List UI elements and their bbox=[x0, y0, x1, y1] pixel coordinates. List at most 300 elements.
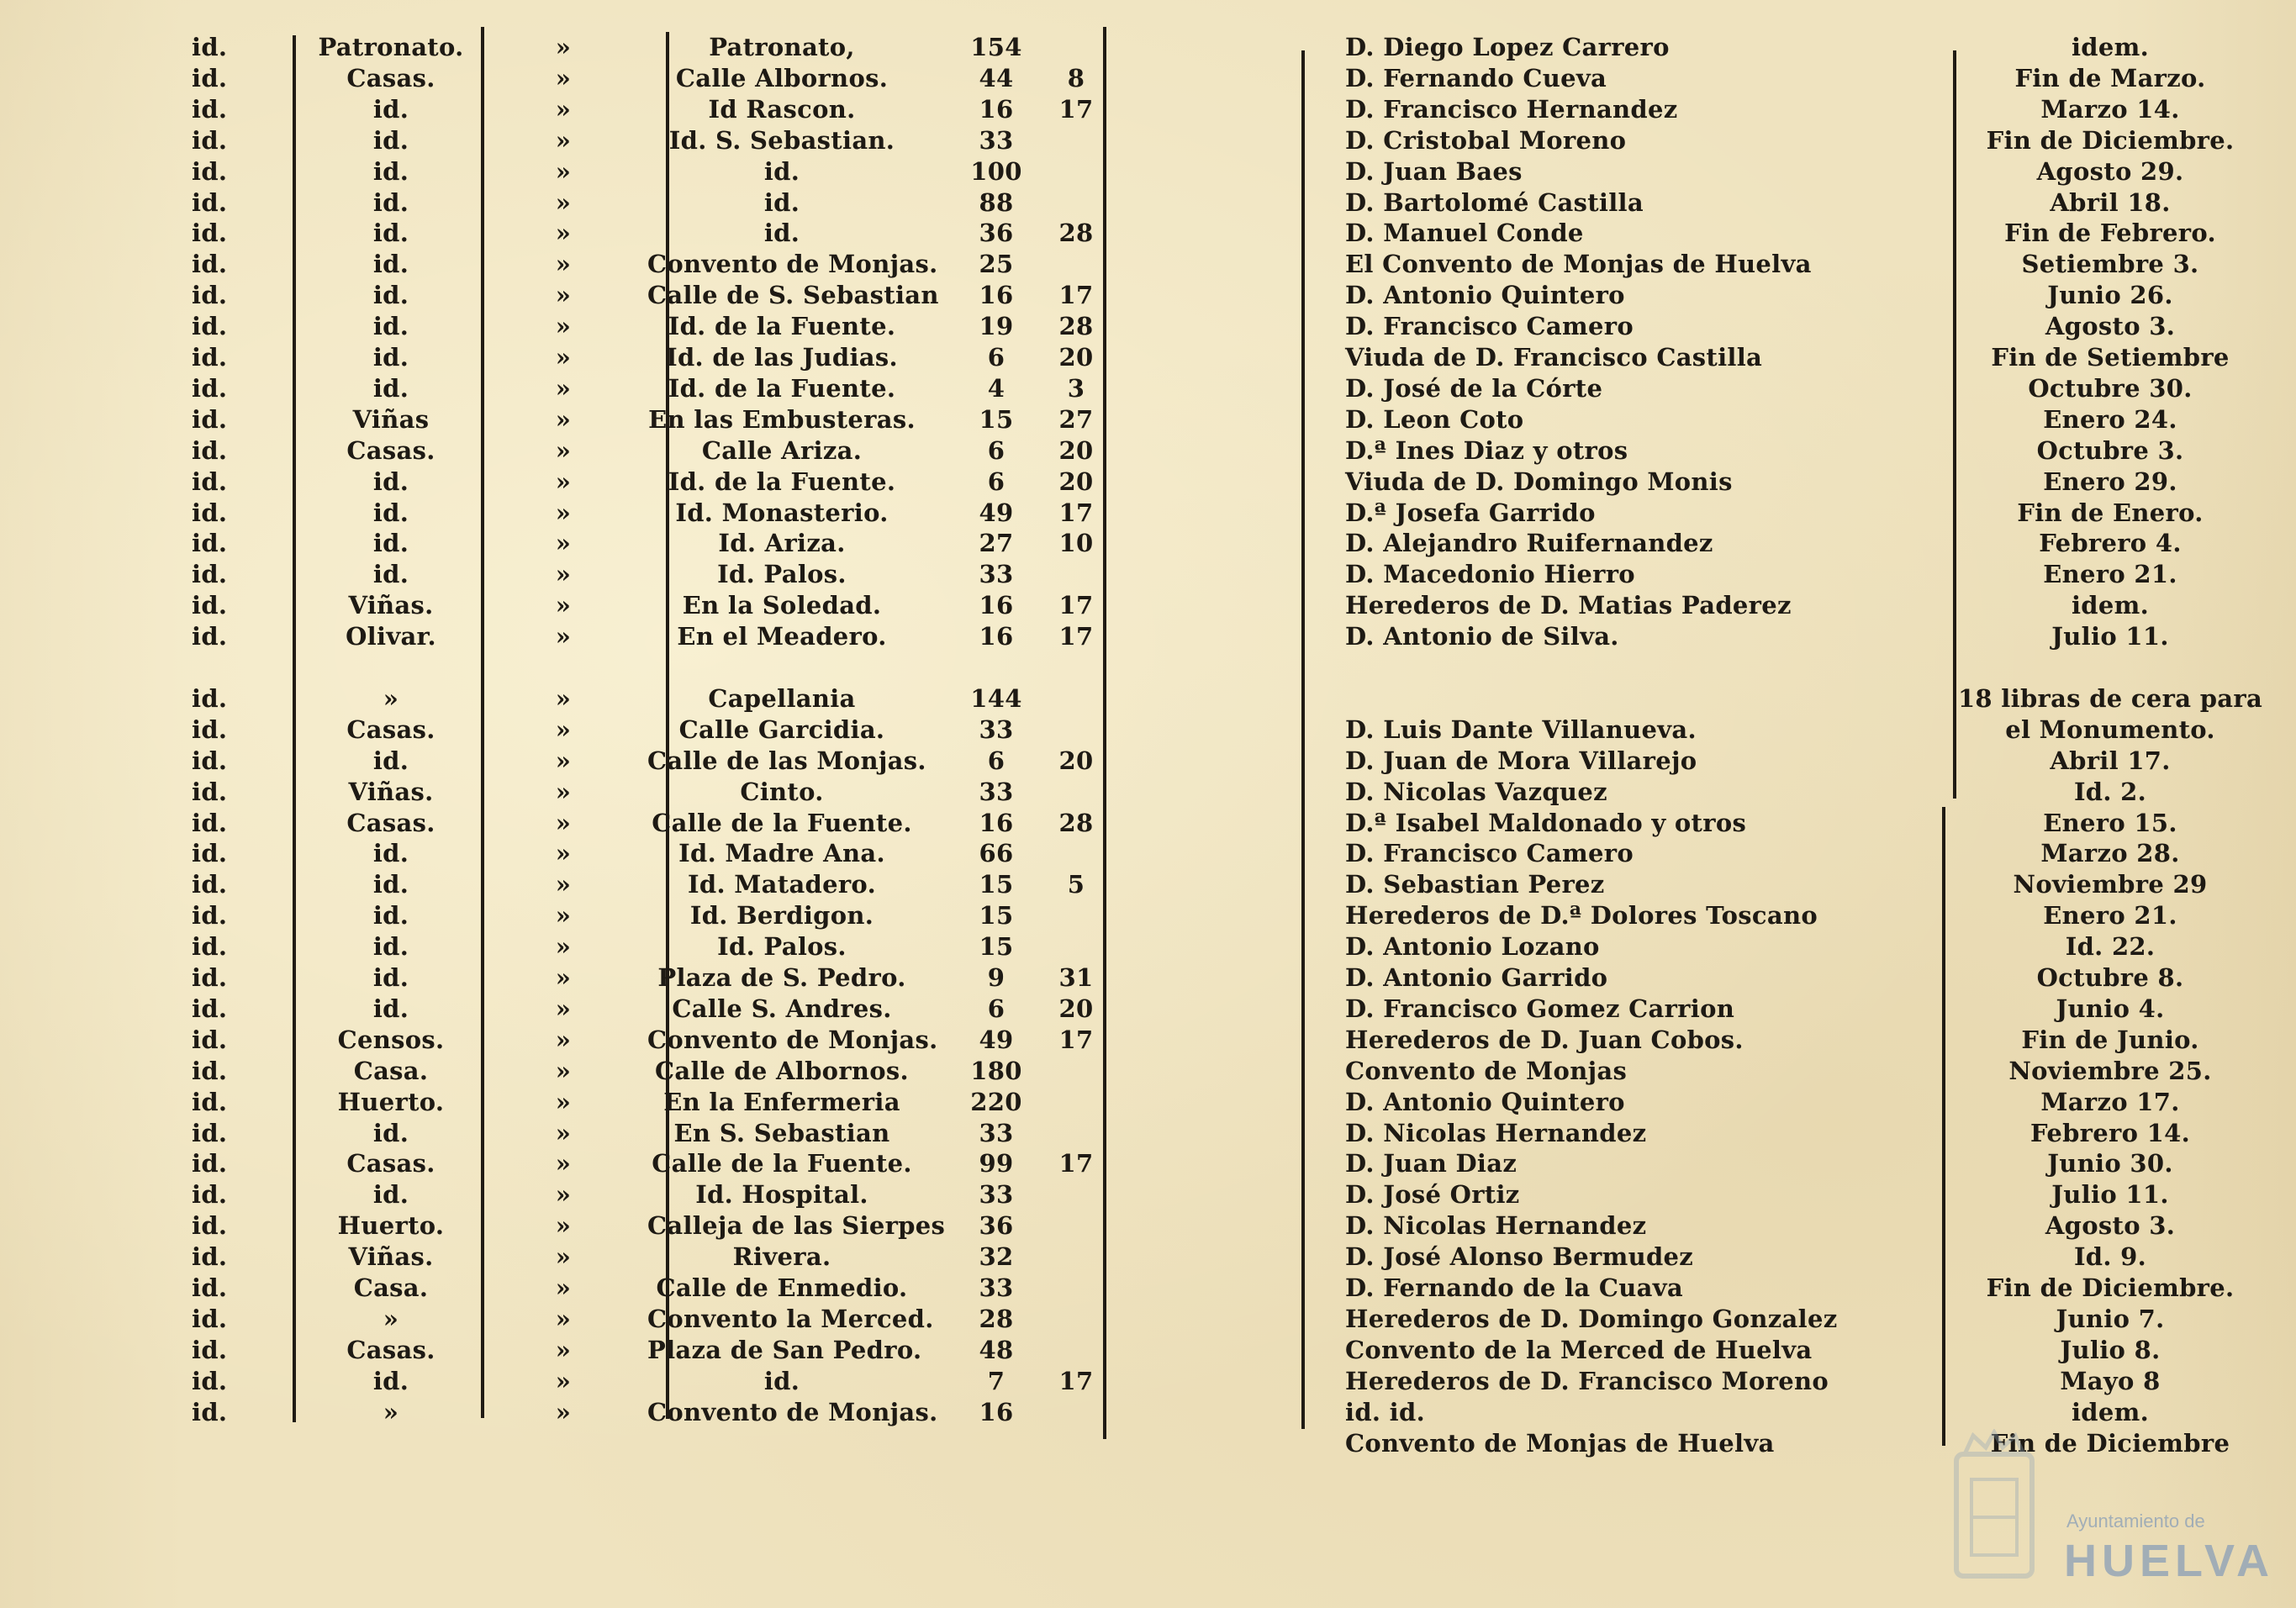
row-id-cell: id. bbox=[192, 312, 228, 341]
row-amount-cell: 49 bbox=[979, 1025, 1014, 1054]
row-location-cell: Id. Monasterio. bbox=[675, 498, 889, 527]
row-mark-cell: » bbox=[555, 591, 572, 620]
row-location-cell: Convento de Monjas. bbox=[647, 250, 938, 279]
row-kind-cell: id. bbox=[372, 281, 409, 310]
row-location-cell: Id Rascon. bbox=[708, 94, 856, 124]
ledger-row bbox=[0, 373, 2296, 404]
row-kind-cell: id. bbox=[372, 1180, 409, 1210]
row-fraction-cell: 10 bbox=[1058, 529, 1094, 558]
row-location-cell: Calle de Albornos. bbox=[655, 1056, 909, 1085]
row-date-cell: Fin de Enero. bbox=[2017, 498, 2204, 527]
row-name-cell: D. Nicolas Vazquez bbox=[1345, 777, 1607, 806]
row-amount-cell: 6 bbox=[987, 746, 1005, 775]
row-fraction-cell: 17 bbox=[1058, 94, 1094, 124]
row-location-cell: Rivera. bbox=[732, 1242, 831, 1272]
row-id-cell: id. bbox=[192, 125, 228, 155]
row-amount-cell: 28 bbox=[979, 1304, 1014, 1333]
row-kind-cell: Casas. bbox=[346, 435, 435, 465]
row-id-cell: id. bbox=[192, 1180, 228, 1210]
row-fraction-cell: 31 bbox=[1058, 963, 1094, 992]
row-date-cell: Enero 21. bbox=[2043, 560, 2177, 589]
row-location-cell: Id. de las Judias. bbox=[666, 343, 898, 372]
row-kind-cell: Casas. bbox=[346, 1335, 435, 1364]
row-amount-cell: 15 bbox=[979, 932, 1014, 962]
row-name-cell: id. id. bbox=[1345, 1397, 1425, 1426]
row-fraction-cell: 20 bbox=[1058, 343, 1094, 372]
row-amount-cell: 100 bbox=[970, 156, 1022, 186]
ledger-row bbox=[0, 1087, 2296, 1118]
row-amount-cell: 15 bbox=[979, 404, 1014, 434]
row-id-cell: id. bbox=[192, 932, 228, 962]
row-date-cell: Agosto 3. bbox=[2045, 1211, 2176, 1241]
ledger-row bbox=[0, 1397, 2296, 1428]
row-mark-cell: » bbox=[555, 250, 572, 279]
row-name-cell: D. Juan de Mora Villarejo bbox=[1345, 746, 1697, 775]
row-name-cell: Convento de Monjas bbox=[1345, 1056, 1628, 1085]
row-location-cell: Plaza de S. Pedro. bbox=[657, 963, 906, 992]
row-kind-cell: id. bbox=[372, 343, 409, 372]
row-mark-cell: » bbox=[555, 498, 572, 527]
row-amount-cell: 33 bbox=[979, 125, 1014, 155]
row-id-cell: id. bbox=[192, 1366, 228, 1395]
row-date-cell: Mayo 8 bbox=[2060, 1366, 2161, 1395]
ledger-row bbox=[0, 900, 2296, 931]
row-name-cell: D. Leon Coto bbox=[1345, 404, 1524, 434]
row-date-cell: Junio 30. bbox=[2047, 1149, 2173, 1178]
row-location-cell: Cinto. bbox=[740, 777, 824, 806]
row-amount-cell: 16 bbox=[979, 281, 1014, 310]
row-name-cell: D. Antonio de Silva. bbox=[1345, 622, 1619, 651]
row-name-cell: D. Francisco Camero bbox=[1345, 312, 1634, 341]
row-mark-cell: » bbox=[555, 870, 572, 899]
row-amount-cell: 32 bbox=[979, 1242, 1014, 1272]
row-id-cell: id. bbox=[192, 467, 228, 496]
row-kind-cell: id. bbox=[372, 94, 409, 124]
row-date-cell: Febrero 4. bbox=[2039, 529, 2182, 558]
row-location-cell: Id. Palos. bbox=[717, 932, 847, 962]
ledger-row bbox=[0, 621, 2296, 652]
row-fraction-cell: 28 bbox=[1058, 219, 1094, 248]
row-location-cell: Id. de la Fuente. bbox=[668, 373, 896, 403]
row-fraction-cell: 17 bbox=[1058, 281, 1094, 310]
row-location-cell: Convento de Monjas. bbox=[647, 1397, 938, 1426]
row-id-cell: id. bbox=[192, 1335, 228, 1364]
row-amount-cell: 16 bbox=[979, 94, 1014, 124]
row-kind-cell: » bbox=[383, 1397, 399, 1426]
row-mark-cell: » bbox=[555, 994, 572, 1023]
row-date-cell: Abril 18. bbox=[2050, 187, 2171, 217]
row-name-cell: Viuda de D. Francisco Castilla bbox=[1345, 343, 1763, 372]
row-fraction-cell: 17 bbox=[1058, 1149, 1094, 1178]
ledger-row bbox=[0, 342, 2296, 373]
row-date-cell: Id. 9. bbox=[2073, 1242, 2147, 1272]
row-location-cell: id. bbox=[763, 1366, 800, 1395]
row-amount-cell: 36 bbox=[979, 1211, 1014, 1241]
row-kind-cell: Viñas. bbox=[348, 1242, 434, 1272]
row-amount-cell: 33 bbox=[979, 1118, 1014, 1147]
row-amount-cell: 99 bbox=[979, 1149, 1014, 1178]
row-mark-cell: » bbox=[555, 1242, 572, 1272]
row-location-cell: En el Meadero. bbox=[677, 622, 887, 651]
row-mark-cell: » bbox=[555, 156, 572, 186]
row-id-cell: id. bbox=[192, 498, 228, 527]
row-id-cell: id. bbox=[192, 963, 228, 992]
row-name-cell: D. Nicolas Hernandez bbox=[1345, 1118, 1647, 1147]
row-location-cell: Calle Albornos. bbox=[675, 63, 889, 92]
row-location-cell: Id. Ariza. bbox=[718, 529, 846, 558]
row-location-cell: Calle de las Monjas. bbox=[647, 746, 926, 775]
row-amount-cell: 6 bbox=[987, 994, 1005, 1023]
row-fraction-cell: 28 bbox=[1058, 808, 1094, 837]
ledger-row bbox=[0, 218, 2296, 249]
row-date-cell: Agosto 3. bbox=[2045, 312, 2176, 341]
row-amount-cell: 144 bbox=[970, 683, 1022, 713]
row-mark-cell: » bbox=[555, 622, 572, 651]
row-name-cell: D. Antonio Quintero bbox=[1345, 1087, 1625, 1116]
row-location-cell: Id. Palos. bbox=[717, 560, 847, 589]
row-amount-cell: 9 bbox=[987, 963, 1005, 992]
row-kind-cell: id. bbox=[372, 498, 409, 527]
row-mark-cell: » bbox=[555, 901, 572, 931]
row-mark-cell: » bbox=[555, 839, 572, 868]
row-fraction-cell: 17 bbox=[1058, 1025, 1094, 1054]
row-mark-cell: » bbox=[555, 1273, 572, 1302]
row-id-cell: id. bbox=[192, 281, 228, 310]
row-mark-cell: » bbox=[555, 963, 572, 992]
row-date-cell: Marzo 14. bbox=[2040, 94, 2180, 124]
row-date-cell: Junio 26. bbox=[2047, 281, 2173, 310]
row-id-cell: id. bbox=[192, 219, 228, 248]
row-mark-cell: » bbox=[555, 94, 572, 124]
row-name-cell: Convento de Monjas de Huelva bbox=[1345, 1428, 1775, 1458]
ledger-row bbox=[0, 1304, 2296, 1335]
ledger-row bbox=[0, 1242, 2296, 1273]
row-mark-cell: » bbox=[555, 777, 572, 806]
row-id-cell: id. bbox=[192, 870, 228, 899]
row-id-cell: id. bbox=[192, 250, 228, 279]
row-location-cell: Convento la Merced. bbox=[647, 1304, 934, 1333]
row-mark-cell: » bbox=[555, 63, 572, 92]
row-amount-cell: 33 bbox=[979, 777, 1014, 806]
row-amount-cell: 27 bbox=[979, 529, 1014, 558]
ledger-row bbox=[0, 94, 2296, 125]
row-kind-cell: id. bbox=[372, 529, 409, 558]
ledger-row bbox=[0, 435, 2296, 467]
row-name-cell: D. Luis Dante Villanueva. bbox=[1345, 714, 1697, 744]
row-mark-cell: » bbox=[555, 1211, 572, 1241]
row-id-cell: id. bbox=[192, 1211, 228, 1241]
row-kind-cell: Casas. bbox=[346, 63, 435, 92]
row-id-cell: id. bbox=[192, 1118, 228, 1147]
row-id-cell: id. bbox=[192, 994, 228, 1023]
row-kind-cell: id. bbox=[372, 839, 409, 868]
row-id-cell: id. bbox=[192, 156, 228, 186]
row-fraction-cell: 17 bbox=[1058, 591, 1094, 620]
row-fraction-cell: 3 bbox=[1067, 373, 1085, 403]
row-name-cell: D. Antonio Garrido bbox=[1345, 963, 1608, 992]
row-name-cell: Herederos de D. Matias Paderez bbox=[1345, 591, 1792, 620]
row-name-cell: D. José de la Córte bbox=[1345, 373, 1603, 403]
row-mark-cell: » bbox=[555, 746, 572, 775]
row-location-cell: Calle Garcidia. bbox=[678, 714, 885, 744]
row-mark-cell: » bbox=[555, 1056, 572, 1085]
row-amount-cell: 33 bbox=[979, 1180, 1014, 1210]
row-id-cell: id. bbox=[192, 1025, 228, 1054]
row-kind-cell: id. bbox=[372, 373, 409, 403]
ledger-row bbox=[0, 1273, 2296, 1304]
row-kind-cell: id. bbox=[372, 156, 409, 186]
row-date-cell: Julio 11. bbox=[2051, 622, 2169, 651]
row-name-cell: D. Sebastian Perez bbox=[1345, 870, 1605, 899]
row-location-cell: En S. Sebastian bbox=[673, 1118, 890, 1147]
ledger-row bbox=[0, 746, 2296, 777]
row-fraction-cell: 5 bbox=[1067, 870, 1085, 899]
row-kind-cell: id. bbox=[372, 1118, 409, 1147]
row-mark-cell: » bbox=[555, 343, 572, 372]
row-location-cell: Id. de la Fuente. bbox=[668, 467, 896, 496]
row-fraction-cell: 20 bbox=[1058, 746, 1094, 775]
row-fraction-cell: 17 bbox=[1058, 1366, 1094, 1395]
row-location-cell: Convento de Monjas. bbox=[647, 1025, 938, 1054]
row-kind-cell: id. bbox=[372, 932, 409, 962]
row-id-cell: id. bbox=[192, 94, 228, 124]
row-name-cell: D.ª Isabel Maldonado y otros bbox=[1345, 808, 1747, 837]
row-name-cell: D. Francisco Hernandez bbox=[1345, 94, 1678, 124]
row-name-cell: Herederos de D. Juan Cobos. bbox=[1345, 1025, 1744, 1054]
row-amount-cell: 44 bbox=[979, 63, 1014, 92]
row-date-cell: Julio 8. bbox=[2060, 1335, 2161, 1364]
row-id-cell: id. bbox=[192, 1056, 228, 1085]
row-mark-cell: » bbox=[555, 1180, 572, 1210]
row-date-cell: Fin de Febrero. bbox=[2004, 219, 2216, 248]
row-kind-cell: Huerto. bbox=[337, 1211, 445, 1241]
row-date-cell: Enero 21. bbox=[2043, 901, 2177, 931]
row-date-cell: Marzo 28. bbox=[2040, 839, 2180, 868]
row-kind-cell: » bbox=[383, 683, 399, 713]
row-date-cell: Fin de Junio. bbox=[2021, 1025, 2199, 1054]
ledger-row bbox=[0, 63, 2296, 94]
row-location-cell: Id. Hospital. bbox=[695, 1180, 868, 1210]
row-date-cell: Enero 15. bbox=[2043, 808, 2177, 837]
row-id-cell: id. bbox=[192, 622, 228, 651]
row-kind-cell: id. bbox=[372, 467, 409, 496]
ledger-row bbox=[0, 869, 2296, 900]
row-location-cell: Id. de la Fuente. bbox=[668, 312, 896, 341]
row-location-cell: En la Soledad. bbox=[682, 591, 882, 620]
row-date-cell: Marzo 17. bbox=[2040, 1087, 2180, 1116]
row-fraction-cell: 20 bbox=[1058, 435, 1094, 465]
row-kind-cell: id. bbox=[372, 219, 409, 248]
row-amount-cell: 16 bbox=[979, 1397, 1014, 1426]
row-name-cell: D. Cristobal Moreno bbox=[1345, 125, 1627, 155]
row-location-cell: Plaza de San Pedro. bbox=[647, 1335, 922, 1364]
ledger-row bbox=[0, 1179, 2296, 1210]
row-location-cell: id. bbox=[763, 219, 800, 248]
ledger-row bbox=[0, 528, 2296, 559]
row-name-cell: D. Fernando Cueva bbox=[1345, 63, 1607, 92]
ledger-row bbox=[0, 187, 2296, 219]
row-fraction-cell: 20 bbox=[1058, 467, 1094, 496]
row-kind-cell: id. bbox=[372, 901, 409, 931]
row-kind-cell: Viñas. bbox=[348, 591, 434, 620]
row-amount-cell: 15 bbox=[979, 870, 1014, 899]
row-date-cell: Fin de Diciembre. bbox=[1986, 1273, 2235, 1302]
row-name-cell: D. Bartolomé Castilla bbox=[1345, 187, 1644, 217]
row-id-cell: id. bbox=[192, 560, 228, 589]
row-location-cell: Id. S. Sebastian. bbox=[668, 125, 895, 155]
row-location-cell: Calle S. Andres. bbox=[672, 994, 892, 1023]
row-id-cell: id. bbox=[192, 435, 228, 465]
row-mark-cell: » bbox=[555, 1397, 572, 1426]
ledger-row bbox=[0, 683, 2296, 714]
row-location-cell: id. bbox=[763, 156, 800, 186]
row-mark-cell: » bbox=[555, 219, 572, 248]
row-amount-cell: 7 bbox=[987, 1366, 1005, 1395]
row-id-cell: id. bbox=[192, 63, 228, 92]
row-fraction-cell: 20 bbox=[1058, 994, 1094, 1023]
row-date-cell: Fin de Diciembre. bbox=[1986, 125, 2235, 155]
row-name-cell: D. Macedonio Hierro bbox=[1345, 560, 1635, 589]
row-id-cell: id. bbox=[192, 343, 228, 372]
ledger-row bbox=[0, 249, 2296, 280]
ledger-row bbox=[0, 714, 2296, 746]
row-amount-cell: 220 bbox=[970, 1087, 1022, 1116]
row-date-cell: el Monumento. bbox=[2005, 714, 2215, 744]
row-id-cell: id. bbox=[192, 1304, 228, 1333]
row-mark-cell: » bbox=[555, 683, 572, 713]
row-id-cell: id. bbox=[192, 1397, 228, 1426]
row-location-cell: Capellania bbox=[708, 683, 856, 713]
ledger-row bbox=[0, 590, 2296, 621]
row-location-cell: Id. Berdigon. bbox=[689, 901, 874, 931]
row-kind-cell: id. bbox=[372, 963, 409, 992]
row-kind-cell: id. bbox=[372, 187, 409, 217]
row-name-cell: D. Antonio Quintero bbox=[1345, 281, 1625, 310]
row-kind-cell: » bbox=[383, 1304, 399, 1333]
row-id-cell: id. bbox=[192, 187, 228, 217]
row-location-cell: Calle de la Fuente. bbox=[652, 808, 912, 837]
row-date-cell: idem. bbox=[2071, 1397, 2150, 1426]
row-date-cell: Octubre 30. bbox=[2028, 373, 2193, 403]
row-amount-cell: 4 bbox=[987, 373, 1005, 403]
row-name-cell: D. José Alonso Bermudez bbox=[1345, 1242, 1694, 1272]
ledger-row bbox=[0, 994, 2296, 1025]
row-kind-cell: id. bbox=[372, 870, 409, 899]
ledger-row bbox=[0, 1118, 2296, 1149]
row-name-cell: D. Diego Lopez Carrero bbox=[1345, 33, 1670, 61]
row-kind-cell: Olivar. bbox=[346, 622, 436, 651]
row-mark-cell: » bbox=[555, 467, 572, 496]
ledger-row bbox=[0, 1056, 2296, 1087]
row-mark-cell: » bbox=[555, 1304, 572, 1333]
row-id-cell: id. bbox=[192, 529, 228, 558]
row-fraction-cell: 8 bbox=[1067, 63, 1085, 92]
row-name-cell: El Convento de Monjas de Huelva bbox=[1345, 250, 1812, 279]
row-kind-cell: id. bbox=[372, 250, 409, 279]
row-mark-cell: » bbox=[555, 529, 572, 558]
ledger-row bbox=[0, 1148, 2296, 1179]
row-date-cell: Enero 29. bbox=[2043, 467, 2177, 496]
watermark-big-text: HUELVA bbox=[2064, 1536, 2274, 1586]
row-id-cell: id. bbox=[192, 683, 228, 713]
row-name-cell: D. Manuel Conde bbox=[1345, 219, 1584, 248]
row-name-cell: Convento de la Merced de Huelva bbox=[1345, 1335, 1813, 1364]
row-date-cell: Junio 4. bbox=[2056, 994, 2165, 1023]
row-date-cell: Agosto 29. bbox=[2036, 156, 2184, 186]
row-amount-cell: 36 bbox=[979, 219, 1014, 248]
row-date-cell: Enero 24. bbox=[2043, 404, 2177, 434]
row-date-cell: Id. 22. bbox=[2065, 932, 2156, 962]
ledger-row bbox=[0, 311, 2296, 342]
row-name-cell: D. Juan Diaz bbox=[1345, 1149, 1517, 1178]
row-name-cell: D. Nicolas Hernandez bbox=[1345, 1211, 1647, 1241]
row-id-cell: id. bbox=[192, 33, 228, 61]
row-location-cell: id. bbox=[763, 187, 800, 217]
row-id-cell: id. bbox=[192, 373, 228, 403]
row-kind-cell: id. bbox=[372, 994, 409, 1023]
row-kind-cell: id. bbox=[372, 125, 409, 155]
ledger-row bbox=[0, 32, 2296, 63]
row-mark-cell: » bbox=[555, 932, 572, 962]
row-amount-cell: 33 bbox=[979, 560, 1014, 589]
row-name-cell: D. Juan Baes bbox=[1345, 156, 1523, 186]
row-name-cell: Herederos de D. Francisco Moreno bbox=[1345, 1366, 1829, 1395]
row-date-cell: Junio 7. bbox=[2056, 1304, 2165, 1333]
row-name-cell: D. Alejandro Ruifernandez bbox=[1345, 529, 1713, 558]
row-id-cell: id. bbox=[192, 714, 228, 744]
row-kind-cell: Patronato. bbox=[318, 33, 464, 61]
row-location-cell: Calle de Enmedio. bbox=[656, 1273, 908, 1302]
row-id-cell: id. bbox=[192, 808, 228, 837]
row-fraction-cell: 28 bbox=[1058, 312, 1094, 341]
row-amount-cell: 180 bbox=[970, 1056, 1022, 1085]
row-mark-cell: » bbox=[555, 125, 572, 155]
row-location-cell: Calle Ariza. bbox=[701, 435, 863, 465]
row-id-cell: id. bbox=[192, 1242, 228, 1272]
row-mark-cell: » bbox=[555, 1335, 572, 1364]
row-kind-cell: Casas. bbox=[346, 714, 435, 744]
row-kind-cell: Casas. bbox=[346, 808, 435, 837]
row-date-cell: Fin de Marzo. bbox=[2014, 63, 2206, 92]
row-date-cell: Id. 2. bbox=[2073, 777, 2147, 806]
row-id-cell: id. bbox=[192, 839, 228, 868]
row-mark-cell: » bbox=[555, 808, 572, 837]
row-date-cell: Octubre 3. bbox=[2036, 435, 2184, 465]
row-mark-cell: » bbox=[555, 1025, 572, 1054]
row-amount-cell: 66 bbox=[979, 839, 1014, 868]
ledger-row bbox=[0, 404, 2296, 435]
row-amount-cell: 6 bbox=[987, 343, 1005, 372]
row-date-cell: Febrero 14. bbox=[2030, 1118, 2190, 1147]
row-id-cell: id. bbox=[192, 777, 228, 806]
row-mark-cell: » bbox=[555, 1149, 572, 1178]
row-kind-cell: Casa. bbox=[353, 1273, 429, 1302]
row-amount-cell: 154 bbox=[970, 33, 1022, 61]
row-location-cell: Calle de S. Sebastian bbox=[647, 281, 939, 310]
row-id-cell: id. bbox=[192, 1273, 228, 1302]
row-date-cell: Abril 17. bbox=[2050, 746, 2171, 775]
row-amount-cell: 19 bbox=[979, 312, 1014, 341]
row-mark-cell: » bbox=[555, 33, 572, 61]
row-name-cell: D. Francisco Gomez Carrion bbox=[1345, 994, 1735, 1023]
row-date-cell: 18 libras de cera para bbox=[1957, 683, 2263, 713]
row-amount-cell: 33 bbox=[979, 1273, 1014, 1302]
row-kind-cell: id. bbox=[372, 746, 409, 775]
row-mark-cell: » bbox=[555, 373, 572, 403]
row-kind-cell: Huerto. bbox=[337, 1087, 445, 1116]
row-id-cell: id. bbox=[192, 1149, 228, 1178]
row-name-cell: Viuda de D. Domingo Monis bbox=[1345, 467, 1733, 496]
